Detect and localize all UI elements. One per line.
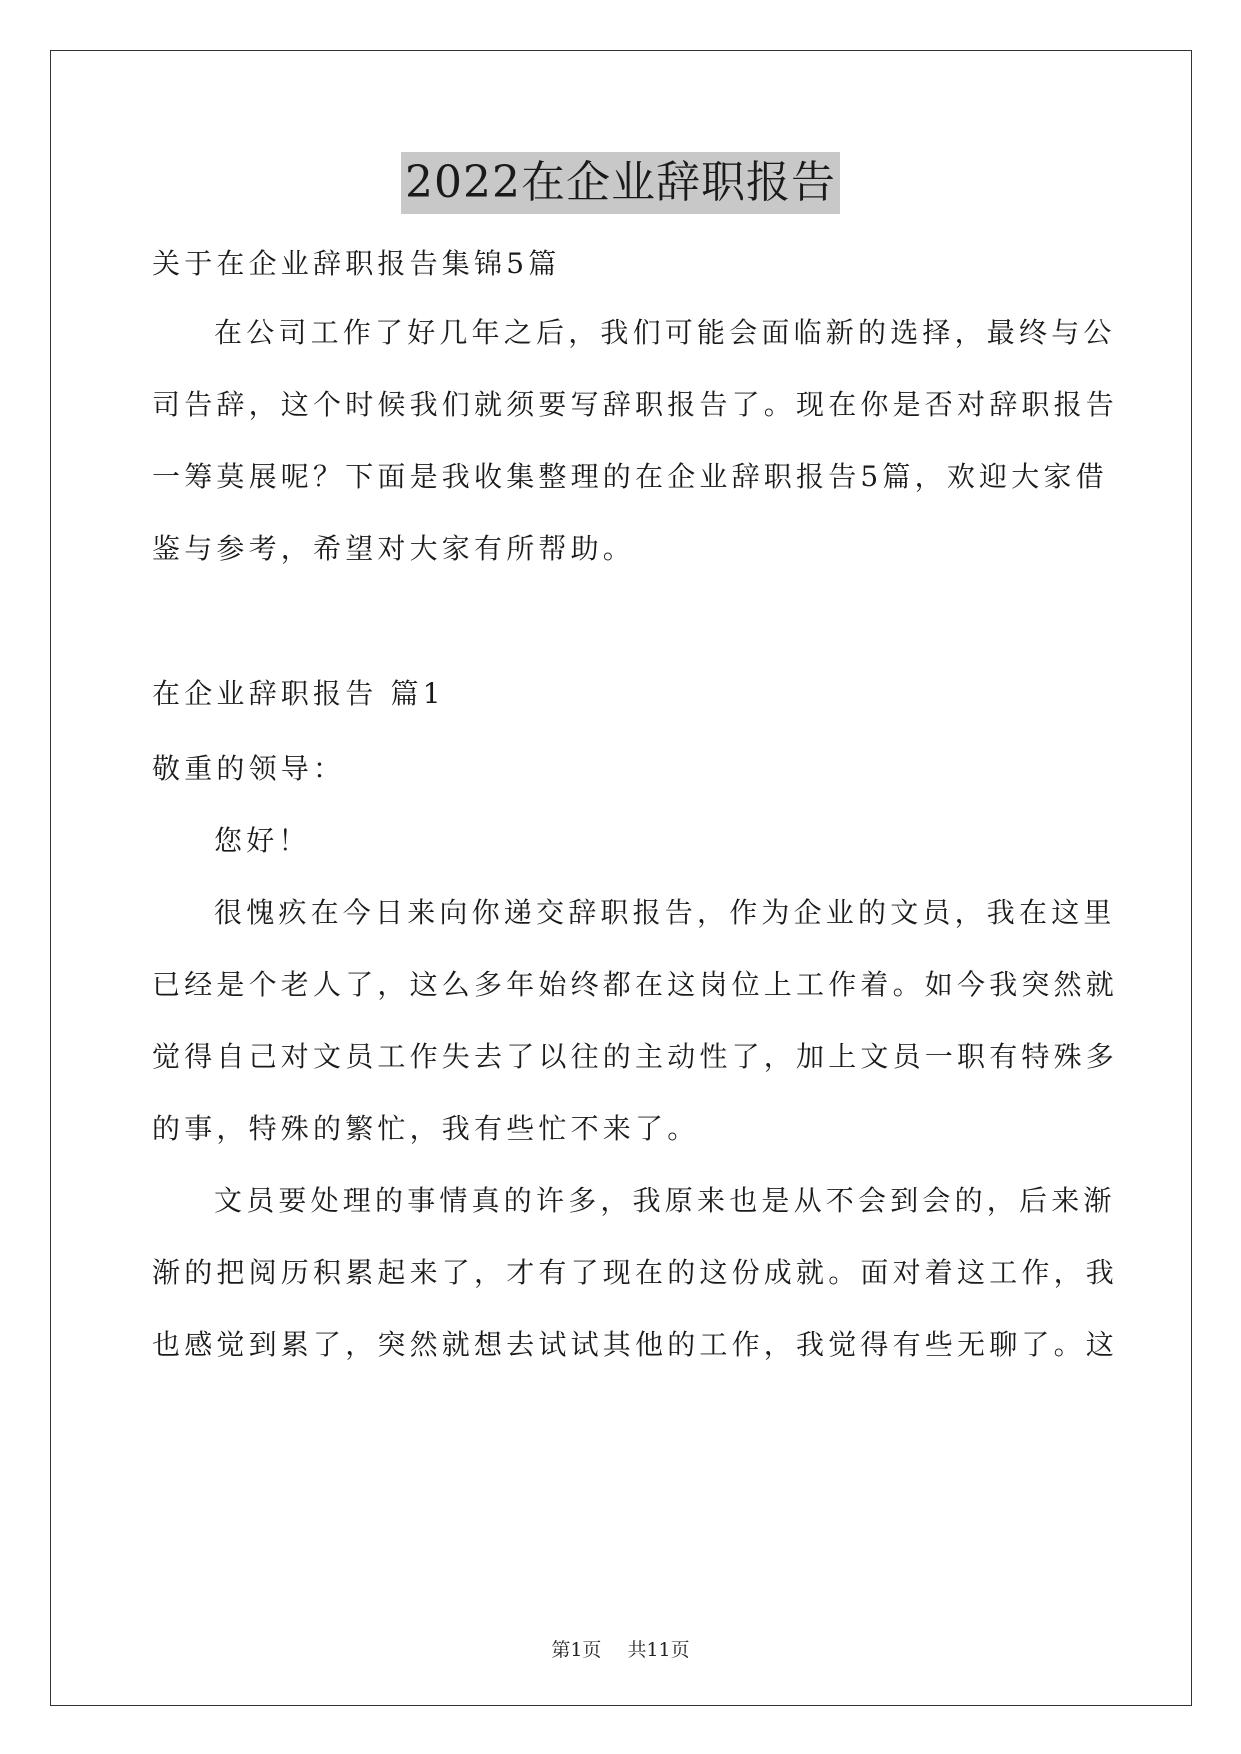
page-footer <box>0 1637 1241 1663</box>
body-line: 很愧疚在今日来向你递交辞职报告，作为企业的文员，我在这里 <box>214 896 1116 929</box>
body-line: 也感觉到累了，突然就想去试试其他的工作，我觉得有些无聊了。这 <box>152 1328 1119 1361</box>
subtitle-line: 关于在企业辞职报告集锦5篇 <box>152 247 561 280</box>
intro-line: 一筹莫展呢？下面是我收集整理的在企业辞职报告5篇，欢迎大家借 <box>152 460 1108 493</box>
salutation-line: 敬重的领导： <box>152 752 346 785</box>
page-number: 第1页 <box>551 1639 602 1661</box>
page-border <box>50 50 1192 1706</box>
intro-line: 司告辞，这个时候我们就须要写辞职报告了。现在你是否对辞职报告 <box>152 388 1119 421</box>
section-heading: 在企业辞职报告 篇1 <box>152 677 445 710</box>
body-line: 文员要处理的事情真的许多，我原来也是从不会到会的，后来渐 <box>214 1184 1116 1217</box>
document-title: 2022在企业辞职报告 <box>401 152 840 214</box>
intro-line: 鉴与参考，希望对大家有所帮助。 <box>152 532 636 565</box>
body-line: 觉得自己对文员工作失去了以往的主动性了，加上文员一职有特殊多 <box>152 1040 1119 1073</box>
body-line: 的事，特殊的繁忙，我有些忙不来了。 <box>152 1112 700 1145</box>
body-line: 渐的把阅历积累起来了，才有了现在的这份成就。面对着这工作，我 <box>152 1256 1119 1289</box>
body-line: 已经是个老人了，这么多年始终都在这岗位上工作着。如今我突然就 <box>152 968 1119 1001</box>
greeting-line: 您好！ <box>214 824 311 857</box>
title-container <box>0 152 1241 214</box>
intro-line: 在公司工作了好几年之后，我们可能会面临新的选择，最终与公 <box>214 316 1116 349</box>
total-pages: 共11页 <box>627 1639 690 1661</box>
